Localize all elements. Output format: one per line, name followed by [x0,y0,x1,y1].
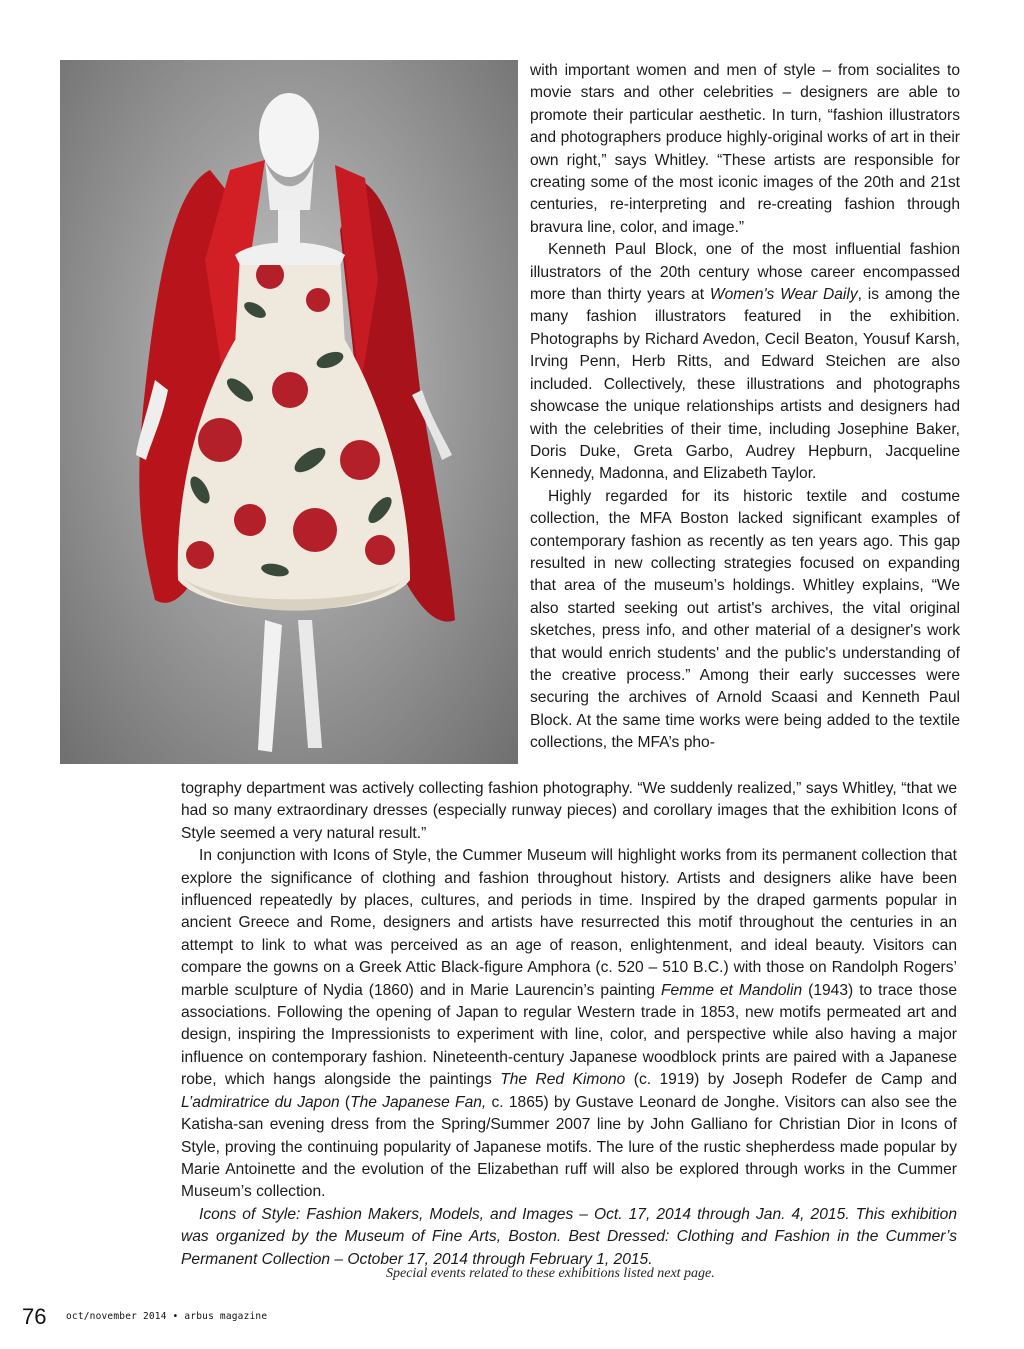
paragraph-2 [530,239,960,485]
paragraph-1: with important women and men of style – from socialites to movie stars and other celebrities – designers are able to promote their particular aesthetic. In turn, “fashion illustrators and photographers produce highly-original works of art in their own right,” says Whitley. “These artists are responsible for creating some of the most iconic images of the 20th and 21st centuries, re-interpreting and re-creating fashion through bravura line, color, and image.” [530,62,960,236]
paragraph-3: Highly regarded for its historic textile and costume collection, the MFA Boston lacked significant examples of contemporary fashion as recently as ten years ago. This gap resulted in new collecting strategies focused on expanding that area of the museum’s holdings. Whitley explains, “We also started seeking out artist's archives, the vital original sketches, press info, and other material of a designer's work that would enrich students' and the public's understanding of the creative process.” Among their early successes were securing the archives of Arnold Scaasi and Kenneth Paul Block. At the same time works were being added to the textile collections, the MFA’s pho- [530,487,960,752]
paragraph-4-part-c: (c. 1919) by Joseph Rodefer de Camp and [625,1071,957,1089]
paragraph-4 [181,845,957,1204]
artwork-title-femme: Femme et Mandolin [661,981,803,999]
artwork-title-admiratrice: L’admiratrice du Japon [181,1093,340,1111]
publication-title: Women's Wear Daily [709,286,858,304]
paragraph-4-part-a: In conjunction with Icons of Style, the Cummer Museum will highlight works from its permanent collection that explore the significance of clothing and fashion throughout history. Artists and designers alike have been influenced repeatedly by places, cultures, and periods in time. Inspired by the draped garments popular in ancient Greece and Rome, designers and artists have resurrected this motif throughout the centuries in an attempt to link to what was perceived as an age of reason, enlightenment, and ideal beauty. Visitors can compare the gowns on a Greek Attic Black-figure Amphora (c. 520 – 510 B.C.) with those on Randolph Rogers’ marble sculpture of Nydia (1860) and in Marie Laurencin’s painting [181,847,957,999]
special-events-note: Special events related to these exhibitions listed next page. [386,1266,715,1281]
dress-illustration [60,60,518,764]
article-wide-body [181,778,957,1271]
paragraph-2-part-b: , is among the many fashion illustrators featured in the exhibition. Photographs by Richard Avedon, Cecil Beaton, Yousuf Karsh, Irving Penn, Herb Ritts, and Edward Steichen are also included. Collectively, these illustrations and photographs showcase the unique relationships artists and designers had with the celebrities of their time, including Josephine Baker, Doris Duke, Greta Garbo, Audrey Hepburn, Jacqueline Kennedy, Madonna, and Elizabeth Taylor. [530,286,961,483]
artwork-title-red-kimono: The Red Kimono [500,1071,626,1089]
page-number: 76 [22,1304,47,1329]
publication-footer: oct/november 2014 • arbus magazine [66,1311,268,1322]
paragraph-4-part-d: ( [339,1093,351,1111]
exhibition-credits: Icons of Style: Fashion Makers, Models, and Images – Oct. 17, 2014 through Jan. 4, 2015. This exhibition was organized by the Museum of Fine Arts, Boston. Best Dressed: Clothing and Fashion in the Cummer’s Permanent Collection – October 17, 2014 through February 1, 2015. [181,1205,957,1268]
article-column [530,60,960,755]
artwork-title-japanese-fan: The Japanese Fan, [350,1093,487,1111]
paragraph-3-continued: tography department was actively collecting fashion photography. “We suddenly realized,” says Whitley, “that we had so many extraordinary dresses (especially runway pieces) and corollary images that the exhibition Icons of Style seemed a very natural result.” [181,780,957,842]
paragraph-2-part-a: Kenneth Paul Block, one of the most influential fashion illustrators of the 20th century whose career encompassed more than thirty years at [530,241,960,304]
paragraph-4-part-e: c. 1865) by Gustave Leonard de Jonghe. Visitors can also see the Katisha-san evening dress from the Spring/Summer 2007 line by John Galliano for Christian Dior in Icons of Style, proving the continuing popularity of Japanese motifs. The lure of the rustic shepherdess made popular by Marie Antoinette and the evolution of the Elizabethan ruff will also be explored through works in the Cummer Museum’s collection. [181,1093,957,1201]
paragraph-4-part-b: (1943) to trace those associations. Following the opening of Japan to regular Western trade in 1853, new motifs permeated art and design, inspiring the Impressionists to experiment with line, color, and perspective while also having a major influence on contemporary fashion. Nineteenth-century Japanese woodblock prints are paired with a Japanese robe, which hangs alongside the paintings [181,981,957,1089]
dress-photograph [60,60,518,764]
